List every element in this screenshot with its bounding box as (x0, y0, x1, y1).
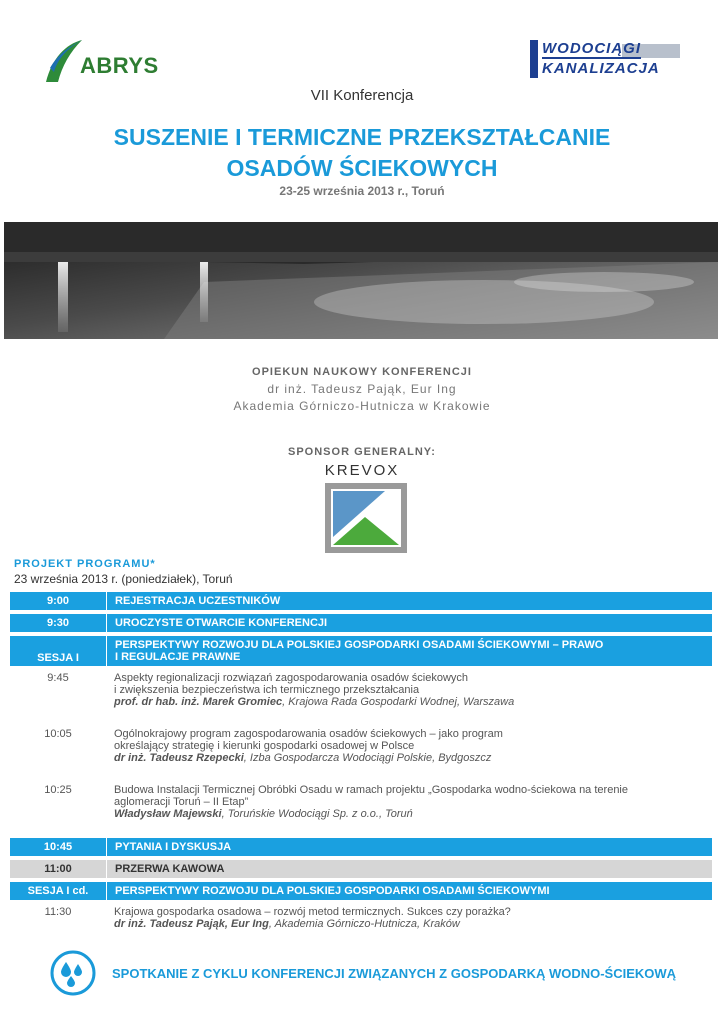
schedule-description-line: Krajowa gospodarka osadowa – rozwój metod termicznych. Sukces czy porażka? (114, 906, 511, 918)
abrys-leaf-icon (44, 38, 84, 84)
schedule-row (10, 670, 712, 722)
schedule-description (107, 863, 712, 875)
schedule-author (114, 752, 712, 764)
schedule-description-line: i zwiększenia bezpieczeństwa ich termicznego przekształcania (114, 684, 420, 696)
schedule-row (10, 860, 712, 878)
schedule-author-name: dr inż. Tadeusz Pająk, Eur Ing (114, 918, 269, 930)
schedule-description-line: Budowa Instalacji Termicznej Obróbki Osadu w ramach projektu „Gospodarka wodno-ściekowa na terenie (114, 784, 628, 796)
schedule-time: 9:00 (10, 592, 107, 610)
schedule-row (10, 838, 712, 856)
conference-number: VII Konferencja (310, 87, 414, 104)
sponsor-name: KREVOX (324, 462, 400, 479)
schedule-description-line: określający strategię i kierunki gospodarki osadowej w Polsce (114, 740, 415, 752)
conference-title-line2: OSADÓW ŚCIEKOWYCH (226, 155, 498, 181)
schedule-author-name: dr inż. Tadeusz Rzepecki (114, 752, 244, 764)
schedule-author (114, 696, 712, 708)
patron-organization: Akademia Górniczo-Hutnicza w Krakowie (233, 399, 491, 413)
schedule-author-name: Władysław Majewski (114, 808, 222, 820)
schedule-description (106, 906, 712, 930)
schedule-author-org: , Izba Gospodarcza Wodociągi Polskie, Bydgoszcz (243, 752, 492, 764)
schedule-description-line: PYTANIA I DYSKUSJA (115, 841, 232, 853)
schedule-time: 10:25 (44, 784, 72, 796)
schedule-row (10, 904, 712, 944)
schedule-description-line: Ogólnokrajowy program zagospodarowania osadów ściekowych – jako program (114, 728, 503, 740)
schedule-description (107, 841, 712, 853)
water-drops-icon (50, 950, 96, 996)
schedule-description-line: PERSPEKTYWY ROZWOJU DLA POLSKIEJ GOSPODARKI OSADAMI ŚCIEKOWYMI – PRAWO (115, 639, 604, 651)
schedule-time: 10:45 (10, 838, 107, 856)
schedule-description-line: Aspekty regionalizacji rozwiązań zagospodarowania osadów ściekowych (114, 672, 469, 684)
schedule-description (107, 639, 712, 663)
schedule-time: 9:45 (47, 672, 69, 684)
patron-name: dr inż. Tadeusz Pająk, Eur Ing (267, 382, 457, 396)
schedule-description-line: REJESTRACJA UCZESTNIKÓW (115, 595, 281, 607)
schedule-row (10, 636, 712, 666)
schedule-time: 10:05 (44, 728, 72, 740)
schedule-row (10, 782, 712, 834)
schedule-author-org: , Toruńskie Wodociągi Sp. z o.o., Toruń (221, 808, 413, 820)
schedule-author-org: , Akademia Górniczo-Hutnicza, Kraków (268, 918, 460, 930)
abrys-logo-text: ABRYS (80, 53, 159, 78)
wk-logo-line1: WODOCIĄGI (542, 40, 641, 57)
conference-title (0, 122, 724, 184)
schedule-description-line: PRZERWA KAWOWA (115, 863, 225, 875)
abrys-logo (44, 38, 184, 84)
hero-photo (4, 222, 718, 339)
schedule-time: 11:00 (10, 860, 107, 878)
schedule-time: 11:30 (44, 906, 72, 918)
schedule-row (10, 726, 712, 778)
schedule-separator (10, 944, 712, 948)
program-day: 23 września 2013 r. (poniedziałek), Toruń (14, 572, 233, 586)
schedule-time: 9:30 (10, 614, 107, 632)
footer-text: SPOTKANIE Z CYKLU KONFERENCJI ZWIĄZANYCH Z GOSPODARKĄ WODNO-ŚCIEKOWĄ (112, 966, 677, 981)
schedule-author (114, 808, 712, 820)
schedule-row (10, 882, 712, 900)
conference-date: 23-25 września 2013 r., Toruń (279, 184, 445, 198)
schedule-description (107, 885, 712, 897)
schedule-description-line: aglomeracji Toruń – II Etap” (114, 796, 249, 808)
schedule-row (10, 592, 712, 610)
conference-title-line1: SUSZENIE I TERMICZNE PRZEKSZTAŁCANIE (113, 124, 611, 150)
schedule-author-name: prof. dr hab. inż. Marek Gromiec (114, 696, 283, 708)
schedule-description (107, 617, 712, 629)
krevox-logo (325, 483, 407, 553)
schedule-description (106, 728, 712, 764)
schedule-table (10, 592, 712, 948)
schedule-author (114, 918, 712, 930)
patron-heading: OPIEKUN NAUKOWY KONFERENCJI (252, 366, 472, 378)
schedule-description-line: UROCZYSTE OTWARCIE KONFERENCJI (115, 617, 328, 629)
schedule-description (106, 784, 712, 820)
schedule-time: SESJA I (10, 636, 107, 666)
schedule-author-org: , Krajowa Rada Gospodarki Wodnej, Warszawa (282, 696, 515, 708)
schedule-row (10, 614, 712, 632)
schedule-description (106, 672, 712, 708)
schedule-description (107, 595, 712, 607)
schedule-time: SESJA I cd. (10, 882, 107, 900)
wk-logo-line2: KANALIZACJA (542, 60, 660, 77)
schedule-description-line: PERSPEKTYWY ROZWOJU DLA POLSKIEJ GOSPODARKI OSADAMI ŚCIEKOWYMI (115, 885, 550, 897)
sponsor-heading: SPONSOR GENERALNY: (288, 446, 436, 458)
wodociagi-kanalizacja-logo (530, 40, 682, 80)
program-heading: PROJEKT PROGRAMU* (14, 558, 156, 570)
schedule-description-line: I REGULACJE PRAWNE (115, 651, 241, 663)
